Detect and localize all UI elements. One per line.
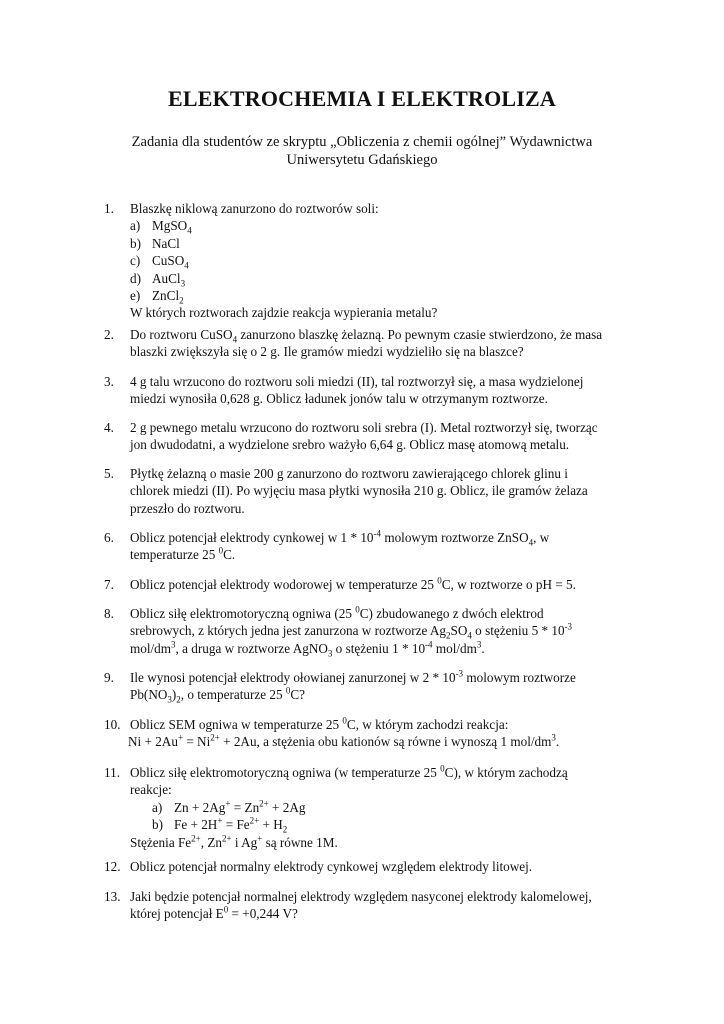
task-number: 6. bbox=[104, 530, 114, 545]
task-text: reakcje: bbox=[130, 782, 172, 798]
task-5 bbox=[104, 465, 634, 517]
task-number: 12. bbox=[104, 859, 121, 874]
task-number: 11. bbox=[104, 765, 120, 780]
task-text: Oblicz potencjał normalny elektrody cynkowej względem elektrody litowej. bbox=[130, 859, 533, 874]
task-number: 8. bbox=[104, 606, 114, 621]
document-title: ELEKTROCHEMIA I ELEKTROLIZA bbox=[167, 86, 557, 111]
task-text: Oblicz SEM ogniwa w temperaturze 25 $^0$C, w którym zachodzi reakcja: bbox=[130, 715, 509, 732]
task-text: 2 g pewnego metalu wrzucono do roztworu soli srebra (I). Metal roztworzył się, tworząc bbox=[130, 420, 598, 435]
task-number: 4. bbox=[104, 420, 114, 435]
task-text: przeszło do roztworu. bbox=[130, 500, 245, 516]
task-text: mol/$dm^3$, a druga w roztworze AgNO$_3$ o stężeniu $1 * 10^{-4}$ mol/$dm^3$. bbox=[130, 639, 485, 659]
task-number: 9. bbox=[104, 670, 114, 685]
task-text: temperaturze 25 $^0$C. bbox=[130, 546, 236, 563]
task-text: $Pb(NO_3)_2$, o temperaturze 25 $^0$C? bbox=[130, 686, 306, 706]
task-3 bbox=[104, 373, 634, 408]
task-text: 4 g talu wrzucono do roztworu soli miedzi (II), tal roztworzył się, a masa wydzielonej bbox=[130, 374, 584, 389]
task-text: Blaszkę niklową zanurzono do roztworów soli: bbox=[130, 201, 379, 216]
task-text: Płytkę żelazną o masie 200 g zanurzono do roztworu zawierającego chlorek glinu i bbox=[130, 466, 568, 481]
task-text: jon dwudodatni, a wydzielone srebro ważyło 6,64 g. Oblicz masę atomową metalu. bbox=[130, 437, 570, 453]
option-d: d) AuCl$_3$ bbox=[130, 270, 186, 289]
task-12 bbox=[104, 858, 634, 875]
task-text: której potencjał $E^0 = +0,244$ V? bbox=[130, 905, 298, 922]
task-text: srebrowych, z których jedna jest zanurzona w roztworze $Ag_2SO_4$ o stężeniu $5 * 10^{-3}$ bbox=[130, 622, 573, 642]
task-reaction: $Ni + 2Au^+ = Ni^{2+} + 2Au$, a stężenia obu kationów są równe i wynoszą 1 mol/$dm^3$. bbox=[128, 733, 560, 750]
task-text: Oblicz potencjał elektrody wodorowej w temperaturze 25 $^0$C, w roztworze o pH = 5. bbox=[130, 575, 576, 592]
task-10 bbox=[104, 716, 634, 751]
task-2 bbox=[104, 326, 634, 361]
task-8 bbox=[104, 605, 634, 657]
task-text: Ile wynosi potencjał elektrody ołowianej zanurzonej w $2 * 10^{-3}$ molowym roztworze bbox=[130, 668, 576, 685]
task-number: 3. bbox=[104, 374, 114, 389]
task-text: miedzi wynosiła 0,628 g. Oblicz ładunek jonów talu w otrzymanym roztworze. bbox=[130, 391, 548, 407]
reaction-b: b) $Fe + 2H^+ = Fe^{2+} + H_2$ bbox=[152, 815, 288, 835]
task-question: W których roztworach zajdzie reakcja wypierania metalu? bbox=[130, 305, 438, 321]
task-11 bbox=[104, 764, 634, 851]
option-e: e) ZnCl$_2$ bbox=[130, 288, 184, 306]
task-number: 13. bbox=[104, 889, 121, 904]
task-text: blaszki zwiększyła się o 2 g. Ile gramów miedzi wydzieliło się na blaszce? bbox=[130, 344, 524, 360]
task-text: Stężenia $Fe^{2+}$, $Zn^{2+}$ i Ag+ są równe 1M. bbox=[130, 833, 338, 850]
task-text: Oblicz potencjał elektrody cynkowej w $1 * 10^{-4}$ molowym roztworze ZnSO$_4$, w bbox=[130, 528, 550, 548]
task-text: Oblicz siłę elektromotoryczną ogniwa (w temperaturze 25 $^0$C), w którym zachodzą bbox=[130, 763, 568, 780]
task-text: Oblicz siłę elektromotoryczną ogniwa (25 $^0$C) zbudowanego z dwóch elektrod bbox=[130, 604, 544, 621]
task-number: 10. bbox=[104, 717, 121, 732]
task-13 bbox=[104, 888, 634, 923]
task-number: 1. bbox=[104, 201, 114, 216]
task-7 bbox=[104, 576, 634, 593]
option-c: c) CuSO$_4$ bbox=[130, 253, 189, 271]
task-number: 5. bbox=[104, 466, 114, 481]
task-number: 2. bbox=[104, 327, 114, 342]
option-a: a) MgSO$_4$ bbox=[130, 218, 192, 237]
task-6 bbox=[104, 529, 634, 564]
reaction-a: a) $Zn + 2Ag^+ = Zn^{2+} + 2Ag$ bbox=[152, 798, 306, 815]
document-subtitle bbox=[100, 133, 624, 169]
task-1 bbox=[104, 200, 634, 322]
task-text: Do roztworu CuSO$_4$ zanurzono blaszkę żelazną. Po pewnym czasie stwierdzono, że masa bbox=[130, 327, 603, 345]
option-b: b) NaCl bbox=[130, 235, 180, 251]
task-9 bbox=[104, 669, 634, 704]
task-4 bbox=[104, 419, 634, 454]
task-text: Jaki będzie potencjał normalnej elektrody względem nasyconej elektrody kalomelowej, bbox=[130, 889, 592, 904]
task-text: chlorek miedzi (II). Po wyjęciu masa płytki wynosiła 210 g. Oblicz, ile gramów żelaza bbox=[130, 483, 588, 499]
subtitle-line: Zadania dla studentów ze skryptu „Obliczenia z chemii ogólnej” Wydawnictwa bbox=[131, 134, 593, 150]
task-number: 7. bbox=[104, 577, 114, 592]
subtitle-line: Uniwersytetu Gdańskiego bbox=[286, 152, 438, 168]
